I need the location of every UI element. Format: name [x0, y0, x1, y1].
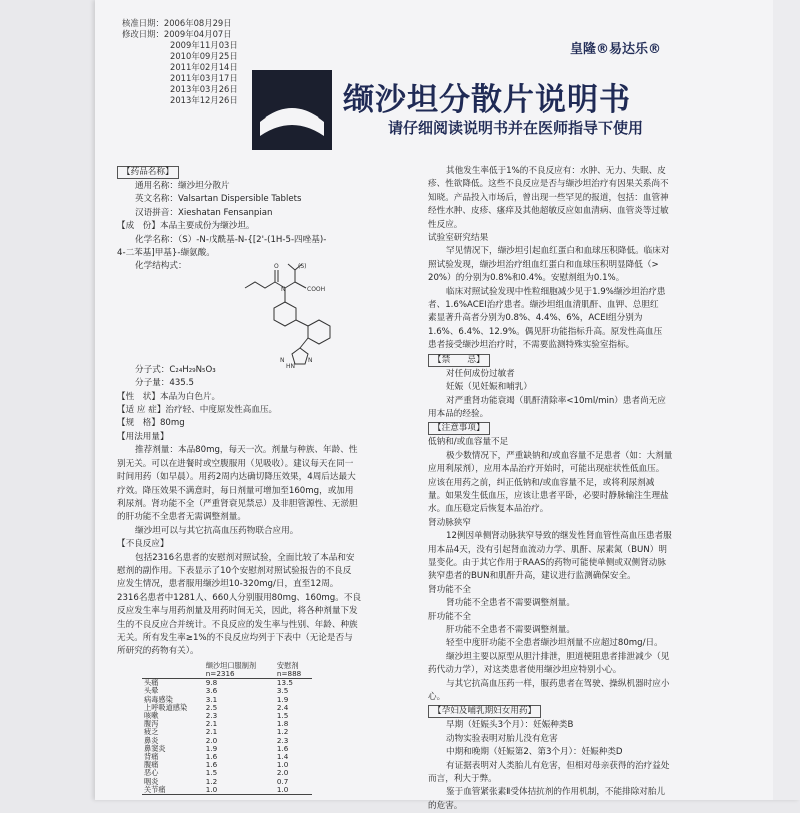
table-cell: 1.9 [276, 694, 289, 704]
text-line [117, 431, 417, 444]
table-cell: 1.4 [276, 752, 289, 762]
text-line [117, 444, 417, 457]
adverse-reaction-table [142, 662, 312, 795]
text-line [428, 272, 728, 285]
text-line-content: 利尿剂。肾功能不全（严重肾衰见禁忌）及非胆管源性、无淤胆 [117, 498, 358, 509]
table-header-cell: 缬沙坦口服制剂 n=2316 [204, 662, 275, 679]
table-cell: 1.5 [276, 711, 289, 720]
table-cell: 1.0 [276, 760, 289, 770]
text-line-content: 肾动脉狭窄 [428, 517, 471, 528]
text-line [428, 637, 728, 650]
text-line [117, 207, 417, 220]
text-line-content: 肾功能不全患者不需要调整剂量。 [446, 598, 575, 609]
text-line [117, 458, 417, 471]
text-line [428, 664, 728, 677]
text-line [117, 645, 417, 658]
text-line [117, 377, 417, 390]
table-cell: 头晕 [144, 686, 159, 696]
table-cell: 3.1 [205, 694, 218, 704]
text-line-content: 反应发生率与用药剂量及用药时间无关，因此，将各种剂量下发 [117, 606, 358, 617]
text-line [117, 619, 417, 632]
table-cell: 1.6 [205, 752, 218, 762]
table-cell: 2.1 [205, 719, 218, 729]
section-heading-label: 【孕妇及哺乳期妇女用药】 [428, 705, 541, 718]
text-line-content: 而言，利大于弊。 [428, 774, 497, 785]
text-line-content: 对严重肾功能衰竭（肌酐清除率<10ml/min）患者尚无应 [446, 395, 666, 406]
text-line-content: 应发生情况，患者服用缬沙坦10-320mg/日，直至12周。 [117, 579, 339, 590]
text-line-content: 时间用药（如早晨）。用药2周内达确切降压效果，4周后达最大 [117, 472, 356, 483]
page-subtitle: 请仔细阅读说明书并在医师指导下使用 [388, 119, 644, 137]
text-line [428, 299, 728, 312]
revision-date: 2011年03月17日 [170, 73, 238, 83]
text-line [428, 450, 728, 463]
text-line [428, 503, 728, 516]
text-line [117, 578, 417, 591]
text-line [428, 570, 728, 583]
text-line-content: 中期和晚期（妊娠第2、第3个月）：妊娠种类D [446, 747, 623, 758]
text-line-content: 【适 应 症】治疗轻、中度原发性高血压。 [117, 405, 278, 416]
svg-text:N: N [281, 286, 286, 293]
text-line [428, 746, 728, 759]
brand-logo-text: 皇隆®易达乐® [570, 42, 662, 57]
text-line [428, 651, 728, 664]
text-line [117, 391, 417, 404]
svg-text:HN: HN [286, 363, 295, 368]
text-line-content: 别无关。可以在进餐时或空腹服用（见吸收）。建议每天在同一 [117, 458, 354, 469]
table-header-cell [142, 662, 204, 679]
text-line-content: 与其它抗高血压药一样，服药患者在驾驶、操纵机器时应小 [446, 678, 670, 689]
table-cell: 腹痛 [144, 760, 159, 770]
table-cell: 9.8 [204, 679, 275, 688]
table-cell: 上呼吸道感染 [144, 702, 188, 712]
text-line [117, 511, 417, 524]
text-line [428, 544, 728, 557]
text-line [428, 381, 728, 394]
revision-date: 核准日期：2006年08月29日 [122, 18, 232, 28]
text-line [117, 220, 417, 233]
text-line-content: 无关。所有发生率≥1%的不良反应均列于下表中（无论是否与 [117, 632, 353, 643]
table-cell: 恶心 [144, 768, 159, 778]
text-line [428, 624, 728, 637]
text-line-content: 肝功能不全 [428, 611, 471, 622]
text-line-content: 患者接受缬沙坦治疗时，不需要监测特殊实验室指标。 [428, 340, 635, 351]
section-heading-label: 【注意事项】 [428, 422, 490, 435]
table-cell: 2.1 [205, 727, 218, 737]
text-line-content: 【规 格】80mg [117, 418, 185, 429]
text-line-content: 知晓。产品投入市场后，曾出现一些罕见的报道，包括：血管神 [428, 192, 669, 203]
table-cell: 1.2 [276, 727, 289, 737]
text-line [428, 611, 728, 624]
text-line [117, 180, 417, 193]
text-line [117, 605, 417, 618]
table-cell: 鼻炎 [144, 735, 159, 745]
text-line [428, 165, 728, 178]
text-line [428, 205, 728, 218]
text-line-content: 分子式：C₂₄H₂₉N₅O₃ [135, 364, 216, 375]
text-line-content: 妊娠（见妊娠和哺乳） [446, 382, 532, 393]
text-line [117, 404, 417, 417]
section-heading [117, 165, 417, 180]
text-line [428, 232, 728, 245]
text-line [428, 557, 728, 570]
text-line [428, 436, 728, 449]
table-cell: 病毒感染 [144, 694, 173, 704]
table-cell: 3.6 [205, 686, 218, 696]
table-header-cell: 安慰剂 n=888 [275, 662, 312, 679]
text-line-content: 1.6%、6.4%、12.9%。偶见肝功能指标升高。原发性高血压 [428, 326, 663, 337]
table-cell: 咽炎 [144, 776, 159, 786]
table-cell: 1.0 [275, 786, 312, 795]
text-line-content: 鉴于血管紧张素Ⅱ受体拮抗剂的作用机制，不能排除对胎儿 [446, 787, 666, 798]
text-line [428, 530, 728, 543]
revision-date: 2009年11月03日 [170, 40, 238, 50]
text-line [117, 538, 417, 551]
text-line [428, 178, 728, 191]
text-line-content: 缬沙坦可以与其它抗高血压药物联合应用。 [135, 525, 299, 536]
section-heading-label: 【禁 忌】 [428, 354, 490, 367]
table-cell: 1.6 [276, 743, 289, 753]
text-line [428, 733, 728, 746]
section-heading [428, 704, 728, 719]
text-line-content: 分子量：435.5 [135, 378, 194, 389]
text-line-content: 化学名称：（S）-N-戊酰基-N-{[2'-(1H-5-四唑基)- [135, 234, 327, 245]
text-line-content: 生的不良反应合并统计。不良反应的发生率与性别、年龄、种族 [117, 619, 358, 630]
text-line [117, 417, 417, 430]
text-line [117, 234, 417, 247]
text-line [117, 592, 417, 605]
text-line [428, 339, 728, 352]
svg-text:N: N [308, 357, 313, 364]
revision-date: 2013年03月26日 [170, 84, 238, 94]
text-line-content: 慰剂的副作用。下表显示了10个安慰剂对照试验报告的不良反 [117, 565, 352, 576]
table-cell: 1.0 [204, 786, 275, 795]
text-line-content: 罕见情况下，缬沙坦引起血红蛋白和血球压积降低。临床对 [446, 246, 670, 257]
text-line-content: 早期（妊娠头3个月）：妊娠种类B [446, 720, 574, 731]
table-cell: 0.7 [276, 776, 289, 786]
svg-text:N: N [280, 357, 285, 364]
text-line-content: 4-二苯基]甲基}-缬氨酸。 [117, 248, 215, 259]
text-line-content: 轻至中度肝功能不全患者缬沙坦剂量不应超过80mg/日。 [446, 638, 663, 649]
text-line-content: 所研究的药物有关）。 [117, 646, 199, 657]
table-cell: 腹泻 [144, 719, 159, 729]
text-line [428, 760, 728, 773]
table-cell: 2.0 [205, 735, 218, 745]
text-line-content: 肾功能不全 [428, 584, 471, 595]
text-line [428, 773, 728, 786]
text-line [428, 584, 728, 597]
text-line-content: 狭窄患者的BUN和肌酐升高，建议进行监测确保安全。 [428, 571, 636, 582]
text-line-content: 【成 份】本品主要成份为缬沙坦。 [117, 221, 255, 232]
section-heading [428, 353, 728, 368]
text-line-content: 有证据表明对人类胎儿有危害，但相对母亲获得的治疗益处 [446, 760, 670, 771]
text-line [117, 485, 417, 498]
revision-date: 2011年02月14日 [170, 62, 238, 72]
text-line [117, 193, 417, 206]
text-line-content: 临床对照试验发现中性粒细胞减少见于1.9%缬沙坦治疗患 [446, 286, 666, 297]
table-cell: 咳嗽 [144, 711, 159, 720]
text-line [117, 632, 417, 645]
text-line-content: 经性水肿、皮疹、瘙痒及其他超敏反应如血清病、血管炎等过敏 [428, 206, 669, 217]
text-line [428, 245, 728, 258]
text-line-content: 试验室研究结果 [428, 233, 489, 244]
text-line-content: 英文名称：Valsartan Dispersible Tablets [135, 194, 302, 205]
text-line-content: 应该在用药之前，纠正低钠和/或血容量不足，或将利尿剂减 [428, 477, 655, 488]
text-line [428, 597, 728, 610]
revision-dates [122, 18, 238, 106]
table-cell: 2.3 [276, 735, 289, 745]
table-cell: 2.4 [276, 702, 289, 712]
text-line [428, 786, 728, 799]
text-line-content: 用本品的经验。 [428, 408, 489, 419]
text-line-content: 的危害。 [428, 800, 463, 811]
text-line-content: 极少数情况下，严重缺钠和/或血容量不足患者（如：大剂量 [446, 450, 673, 461]
text-line-content: 水。血压稳定后恢复本品治疗。 [428, 504, 549, 515]
text-line-content: 素显著升高者分别为0.8%、4.4%、6%，ACEI组分别为 [428, 313, 643, 324]
text-line-content: 缬沙坦主要以原型从胆汁排泄，胆道梗阻患者排泄减少（见 [446, 651, 670, 662]
text-line [428, 326, 728, 339]
text-line [428, 192, 728, 205]
text-line [428, 463, 728, 476]
text-line [428, 408, 728, 421]
page-edge [773, 0, 800, 800]
text-line [117, 552, 417, 565]
text-line [428, 477, 728, 490]
text-line [117, 565, 417, 578]
text-line [428, 719, 728, 732]
svg-text:O: O [274, 263, 279, 270]
text-line [117, 525, 417, 538]
section-heading-label: 【药品名称】 [117, 166, 179, 179]
text-line [428, 312, 728, 325]
text-line [428, 691, 728, 704]
text-line-content: 【用法用量】 [117, 431, 169, 442]
table-cell: 1.5 [205, 768, 218, 778]
table-cell: 头痛 [142, 679, 204, 688]
text-line-content: 包括2316名患者的安慰剂对照试验，全面比较了本品和安 [135, 552, 355, 563]
text-line [428, 517, 728, 530]
text-line-content: 2316名患者中1281人、660人分别服用80mg、160mg。不良 [117, 592, 362, 603]
table-cell: 3.5 [276, 686, 289, 696]
table-cell: 1.6 [205, 760, 218, 770]
table-cell: 1.8 [276, 719, 289, 729]
table-cell: 1.2 [205, 776, 218, 786]
text-line-content: 量。如果发生低血压，应该让患者平卧，必要时静脉输注生理盐 [428, 490, 669, 501]
table-cell: 鼻窦炎 [144, 743, 166, 753]
table-cell: 13.5 [275, 679, 312, 688]
text-line [428, 286, 728, 299]
text-line-content: 【不良反应】 [117, 539, 169, 550]
text-line-content: 显变化。由于其它作用于RAAS的药物可能使单侧或双侧肾动脉 [428, 557, 666, 568]
table-cell: 2.0 [276, 768, 289, 778]
revision-date: 修改日期：2009年04月07日 [122, 29, 232, 39]
text-line-content: 者、1.6%ACEI治疗患者。缬沙坦组血清肌酐、血钾、总胆红 [428, 300, 659, 311]
text-line [428, 259, 728, 272]
revision-date: 2013年12月26日 [170, 95, 238, 105]
text-line-content: 汉语拼音：Xieshatan Fensanpian [135, 207, 273, 218]
text-line-content: 动物实验表明对胎儿没有危害 [446, 733, 558, 744]
text-line [428, 800, 728, 813]
page-title: 缬沙坦分散片说明书 [343, 82, 631, 118]
table-cell: 背痛 [144, 752, 159, 762]
text-line [428, 678, 728, 691]
text-line-content: 肝功能不全患者不需要调整剂量。 [446, 625, 575, 635]
text-line-content: 对任何成份过敏者 [446, 368, 515, 379]
svg-text:COOH: COOH [307, 286, 326, 293]
text-line [428, 219, 728, 232]
text-line-content: 应用利尿剂），应用本品治疗开始时，可能出现症状性低血压。 [428, 464, 665, 475]
text-line-content: 推荐剂量：本品80mg，每天一次。剂量与种族、年龄、性 [135, 445, 358, 456]
chemical-structure-diagram [240, 258, 350, 368]
table-cell: 疲乏 [144, 727, 159, 737]
text-line [117, 498, 417, 511]
text-line-content: 药代动力学），对这类患者使用缬沙坦应特别小心。 [428, 665, 622, 676]
text-line [428, 368, 728, 381]
text-line-content: 【性 状】本品为白色片。 [117, 391, 221, 402]
text-line-content: 通用名称：缬沙坦分散片 [135, 181, 230, 191]
text-line-content: 用本品4天，没有引起肾血流动力学、肌酐、尿素氮（BUN）明 [428, 544, 667, 555]
text-line [428, 395, 728, 408]
revision-date: 2010年09月25日 [170, 51, 238, 61]
text-line-content: 照试验发现，缬沙坦治疗组血红蛋白和血球压积明显降低（> [428, 259, 659, 270]
text-line-content: 20%）的分别为0.8%和0.4%。安慰剂组为0.1%。 [428, 273, 625, 284]
company-logo-icon [252, 70, 332, 150]
text-line-content: 化学结构式： [135, 261, 187, 272]
table-cell: 2.3 [205, 711, 218, 720]
table-cell: 2.5 [205, 702, 218, 712]
text-line-content: 12例因单侧肾动脉狭窄导致的继发性肾血管性高血压患者服 [446, 531, 672, 542]
right-column [428, 165, 728, 813]
table-row [142, 786, 312, 795]
text-line-content: 的肝功能不全患者无需调整剂量。 [117, 512, 246, 523]
text-line-content: 低钠和/或血容量不足 [428, 437, 509, 448]
section-heading [428, 421, 728, 436]
text-line-content: 疹、性欲降低。这些不良反应是否与缬沙坦治疗有因果关系尚不 [428, 179, 669, 190]
text-line-content: 疗效。降压效果不满意时，每日剂量可增加至160mg，或加用 [117, 485, 354, 496]
text-line [428, 490, 728, 503]
svg-text:(S): (S) [298, 263, 307, 270]
table-cell: 关节痛 [142, 786, 204, 795]
text-line [117, 471, 417, 484]
text-line-content: 心。 [428, 692, 446, 703]
table-cell: 1.9 [205, 743, 218, 753]
text-line-content: 其他发生率低于1%的不良反应有：水肿、无力、失眠、皮 [446, 166, 666, 176]
text-line-content: 性反应。 [428, 219, 463, 230]
